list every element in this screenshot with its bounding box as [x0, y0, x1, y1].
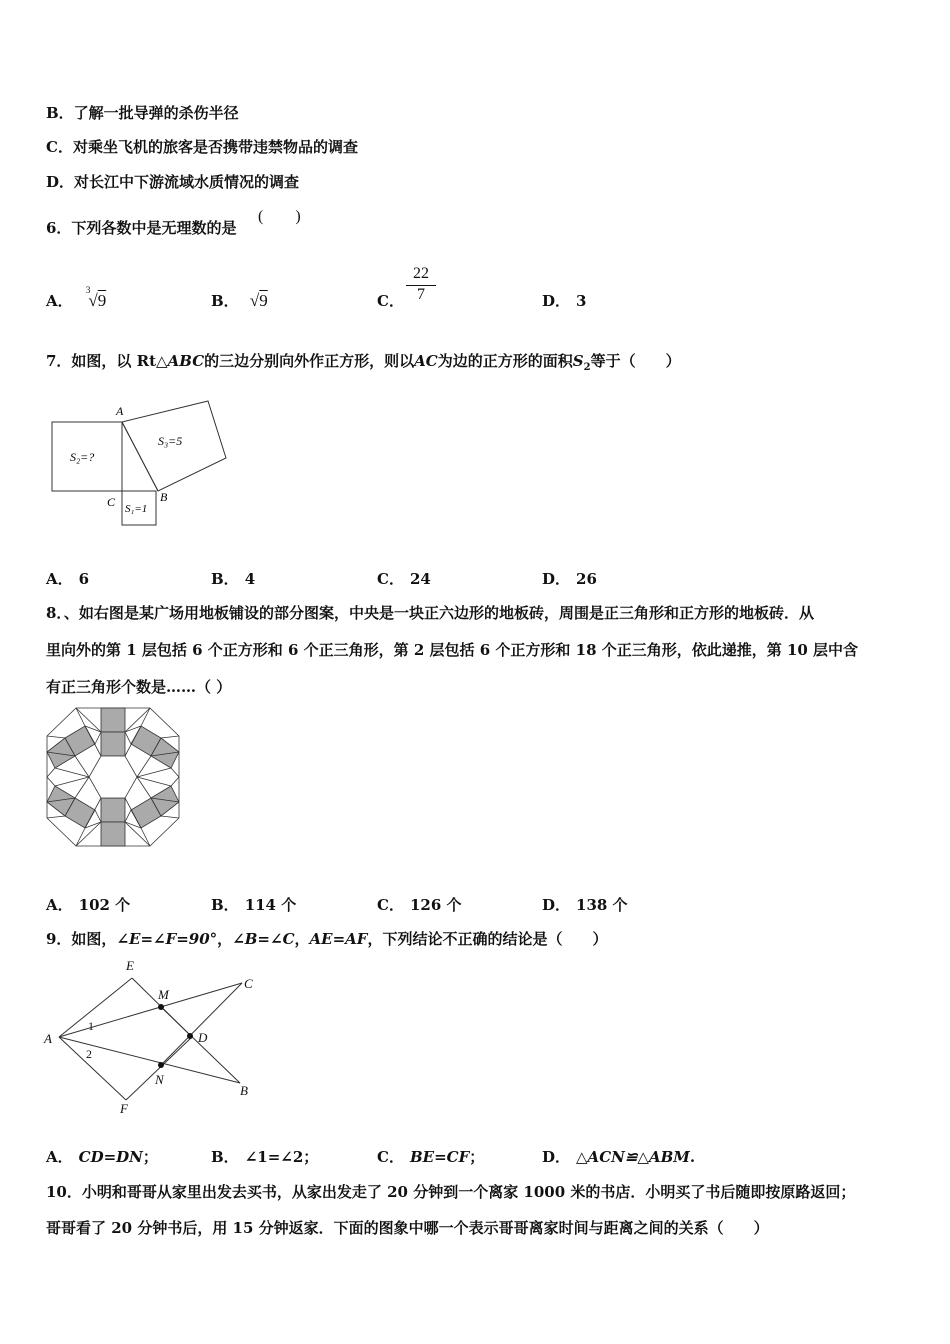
q8-option-d: [542, 894, 628, 915]
q9-option-c-value: BE=CF: [409, 1148, 470, 1166]
q9-sep1: ，: [217, 930, 233, 948]
q7-stem-s: S: [572, 352, 584, 370]
q7-option-b: [211, 568, 255, 589]
q7-label-a: A: [116, 404, 124, 418]
q6-stem: 6．下列各数中是无理数的是: [46, 219, 237, 237]
q9-point-m: [158, 1004, 164, 1010]
q8-option-b: [211, 894, 296, 915]
q6-option-c-numerator: 22: [413, 265, 429, 282]
q7-stem-abc: ABC: [167, 352, 205, 370]
q9-cond2: ∠B=∠C: [232, 930, 295, 948]
q7-option-a: [46, 568, 89, 589]
q9-angle-1: 1: [88, 1019, 94, 1033]
q7-stem-sub: 2: [583, 362, 591, 373]
q9-seg-bm: [161, 1007, 240, 1083]
q10-line2: 哥哥看了 20 分钟书后，用 15 分钟返家．下面的图象中哪一个表示哥哥离家时间与距离之间的关系（ ）: [46, 1219, 769, 1237]
q7-option-c-value: 24: [409, 570, 431, 588]
q7-stem: [46, 350, 681, 373]
q9-option-c-label: C．: [377, 1148, 404, 1166]
q8-option-d-label: D．: [542, 896, 571, 914]
q9-option-a-label: A．: [46, 1148, 73, 1166]
q6-option-c-fraction: [406, 265, 436, 304]
q9-cond1: ∠E=∠F=90°: [116, 930, 218, 948]
q7-stem-prefix: 7．如图，以 Rt△: [46, 352, 168, 370]
prev-option-d: D．对长江中下游流域水质情况的调查: [46, 173, 300, 191]
q7-stem-mid2: 为边的正方形的面积: [437, 352, 573, 370]
q9-stem-end: ，下列结论不正确的结论是（ ）: [367, 930, 608, 948]
q7-stem-end: 等于（ ）: [590, 352, 681, 370]
q9-option-b: [211, 1146, 318, 1167]
q8-option-a: [46, 894, 130, 915]
q9-label-e: E: [126, 958, 134, 973]
q6-option-a-radicand: 9: [97, 291, 107, 310]
q6-option-b-label: B．: [211, 292, 239, 310]
q9-label-d: D: [198, 1030, 208, 1045]
q6-option-a-value: $^3$√9: [85, 285, 107, 310]
q9-seg-ac: [59, 983, 242, 1037]
q8-square-top: [101, 708, 125, 732]
q9-label-f: F: [120, 1101, 128, 1116]
q9-option-b-label: B．: [211, 1148, 239, 1166]
q6-option-c-denominator: 7: [406, 285, 436, 304]
q8-tiling-figure: [45, 706, 181, 848]
q9-figure: [40, 955, 270, 1120]
q9-angle-2: 2: [86, 1047, 92, 1061]
q7-option-b-value: 4: [244, 570, 256, 588]
q9-cond3: AE=AF: [309, 930, 368, 948]
q7-label-c: C: [107, 495, 116, 509]
q8-option-c-label: C．: [377, 896, 404, 914]
q6-option-d: [542, 290, 586, 311]
prev-option-b: B．了解一批导弹的杀伤半径: [46, 104, 239, 122]
q7-option-d: [542, 568, 597, 589]
q8-option-c: [377, 894, 462, 915]
q9-label-c: C: [244, 976, 253, 991]
q6-option-d-label: D．: [542, 292, 571, 310]
q7-hypotenuse: [122, 422, 158, 491]
q9-option-b-suffix: ；: [303, 1148, 319, 1166]
q9-stem-prefix: 9．如图，: [46, 930, 117, 948]
q7-option-a-value: 6: [78, 570, 90, 588]
q9-label-a: A: [44, 1031, 52, 1046]
q9-seg-ae: [59, 978, 132, 1037]
q6-option-a: [46, 285, 107, 311]
q8-line3: 有正三角形个数是……（ ）: [46, 678, 232, 696]
q7-label-b: B: [160, 490, 168, 504]
q6-option-b: [211, 290, 268, 311]
q6-option-c-label: C．: [377, 292, 404, 310]
q9-point-d: [187, 1033, 193, 1039]
q9-option-d: [542, 1146, 695, 1167]
q6-option-a-label: A．: [46, 292, 73, 310]
q6-option-b-radicand: 9: [259, 291, 268, 310]
q7-figure: [40, 398, 240, 533]
q8-option-b-value: 114 个: [244, 896, 297, 914]
q10-line1: 10．小明和哥哥从家里出发去买书，从家出发走了 20 分钟到一个离家 1000 米的书店．小明买了书后随即按原路返回；: [46, 1183, 856, 1201]
q7-option-d-label: D．: [542, 570, 571, 588]
q7-stem-mid: 的三边分别向外作正方形，则以: [204, 352, 415, 370]
q6-paren: ( ): [258, 208, 301, 225]
q9-point-n: [158, 1062, 164, 1068]
q7-option-c-label: C．: [377, 570, 404, 588]
q7-stem-ac: AC: [414, 352, 438, 370]
q7-s2-label: S₂=?: [70, 450, 95, 464]
q8-option-d-value: 138 个: [576, 896, 628, 914]
q9-label-m: M: [158, 987, 169, 1002]
q7-option-a-label: A．: [46, 570, 73, 588]
q8-square-top-inner: [101, 732, 125, 756]
q9-seg-af: [59, 1037, 126, 1100]
q8-option-b-label: B．: [211, 896, 239, 914]
q8-option-a-value: 102 个: [78, 896, 131, 914]
q9-option-d-value: △ACN≌△ABM: [576, 1148, 690, 1166]
q9-stem: [46, 928, 607, 949]
q7-s3-label: S₃=5: [158, 434, 183, 448]
prev-option-c: C．对乘坐飞机的旅客是否携带违禁物品的调查: [46, 138, 358, 156]
q8-line1: 8．、如右图是某广场用地板铺设的部分图案，中央是一块正六边形的地板砖，周围是正三角形和正方形的地板砖．从: [46, 604, 814, 622]
q9-sep2: ，: [294, 930, 310, 948]
q9-option-b-value: ∠1=∠2: [244, 1148, 304, 1166]
q7-option-d-value: 26: [576, 570, 597, 588]
q7-option-b-label: B．: [211, 570, 239, 588]
q8-center-hexagon: [89, 756, 137, 798]
q9-option-a-suffix: ；: [142, 1148, 158, 1166]
q9-option-d-suffix: .: [689, 1148, 696, 1166]
q7-option-c: [377, 568, 431, 589]
q8-option-a-label: A．: [46, 896, 73, 914]
q9-label-b: B: [240, 1083, 248, 1098]
q8-square-bottom-inner: [101, 798, 125, 822]
q8-option-c-value: 126 个: [409, 896, 462, 914]
q7-s1-label: S₁=1: [125, 503, 148, 515]
q9-option-a: [46, 1146, 158, 1167]
q6-option-b-value: √9: [249, 291, 268, 310]
q9-option-a-value: CD=DN: [78, 1148, 143, 1166]
q6-option-d-value: 3: [576, 292, 587, 310]
q9-option-c: [377, 1146, 484, 1167]
q9-label-n: N: [155, 1072, 164, 1087]
q9-option-d-label: D．: [542, 1148, 571, 1166]
q8-square-bottom: [101, 822, 125, 846]
q6-option-a-index: 3: [85, 285, 91, 296]
q8-line2: 里向外的第 1 层包括 6 个正方形和 6 个正三角形，第 2 层包括 6 个正方形和 18 个正三角形，依此递推，第 10 层中含: [46, 641, 859, 659]
q9-option-c-suffix: ；: [469, 1148, 485, 1166]
